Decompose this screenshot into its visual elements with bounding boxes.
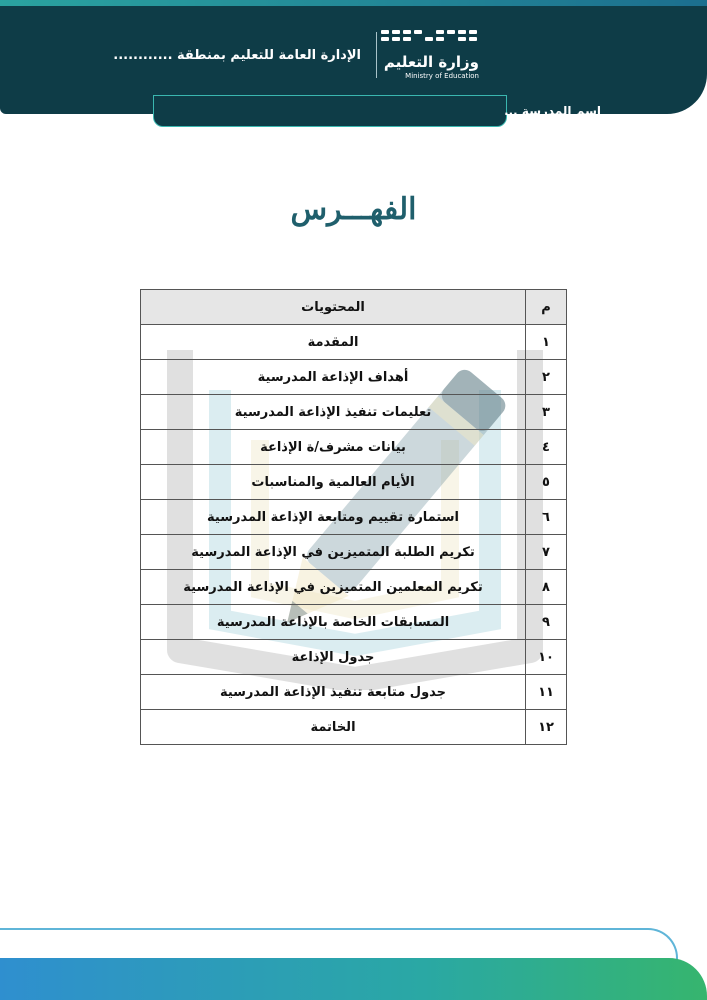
header-divider [376,32,377,78]
ministry-logo [379,30,479,82]
toc-row [141,395,567,430]
toc-row [141,500,567,535]
toc-row-label: المسابقات الخاصة بالإذاعة المدرسية [141,605,526,640]
page-title: الفهـــرس [290,192,417,227]
toc-row-label: تكريم المعلمين المتميزين في الإذاعة المدرسية [141,570,526,605]
toc-row [141,640,567,675]
toc-row-label: استمارة تقييم ومتابعة الإذاعة المدرسية [141,500,526,535]
toc-row-label: الخاتمة [141,710,526,745]
admin-region-text: الإدارة العامة للتعليم بمنطقة ............ [113,48,361,63]
toc-row-label: جدول متابعة تنفيذ الإذاعة المدرسية [141,675,526,710]
toc-row-num: ٧ [526,535,567,570]
toc-row-label: أهداف الإذاعة المدرسية [141,360,526,395]
toc-row-num: ٩ [526,605,567,640]
toc-row-num: ١١ [526,675,567,710]
toc-row-num: ٦ [526,500,567,535]
toc-row [141,675,567,710]
toc-row-label: المقدمة [141,325,526,360]
toc-row-label: تعليمات تنفيذ الإذاعة المدرسية [141,395,526,430]
toc-row-num: ٢ [526,360,567,395]
toc-row-num: ٨ [526,570,567,605]
school-name-text: اسم المدرسة ... [504,104,601,118]
ministry-name-ar: وزارة التعليم [383,53,479,71]
toc-header-row [141,290,567,325]
toc-row-num: ١٠ [526,640,567,675]
toc-row-num: ٤ [526,430,567,465]
toc-row-num: ٣ [526,395,567,430]
toc-row [141,535,567,570]
toc-row [141,710,567,745]
toc-row [141,325,567,360]
toc-header-num: م [526,290,567,325]
toc-row-num: ٥ [526,465,567,500]
ministry-logo-dots [381,30,477,41]
toc-row-label: الأيام العالمية والمناسبات [141,465,526,500]
toc-row [141,465,567,500]
toc-row [141,605,567,640]
ministry-name-en: Ministry of Education [405,72,479,80]
toc-row-label: تكريم الطلبة المتميزين في الإذاعة المدرسية [141,535,526,570]
toc-row-label: بيانات مشرف/ة الإذاعة [141,430,526,465]
toc-row [141,360,567,395]
toc-row-label: جدول الإذاعة [141,640,526,675]
footer-band [0,958,707,1000]
toc-row [141,570,567,605]
toc-row-num: ١ [526,325,567,360]
school-name-bar [153,95,507,127]
toc-row [141,430,567,465]
toc-row-num: ١٢ [526,710,567,745]
toc-header-contents: المحتويات [141,290,526,325]
toc-table [140,289,567,745]
